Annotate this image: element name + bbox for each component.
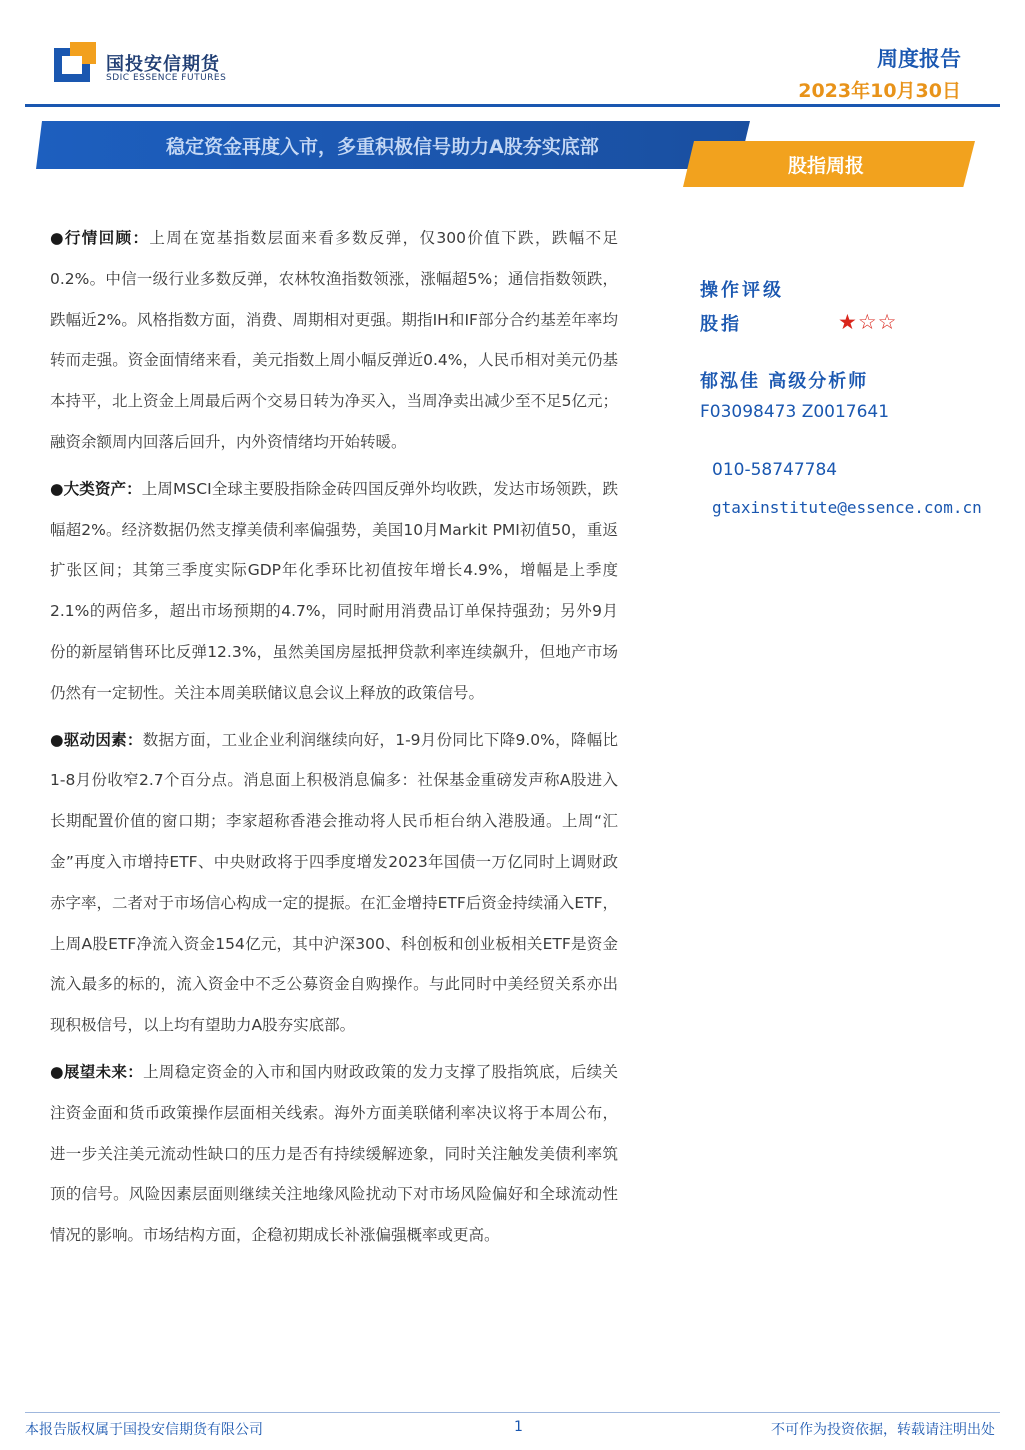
bullet-icon: ● bbox=[50, 1062, 64, 1081]
section-drivers bbox=[50, 720, 618, 1046]
company-name-cn: 国投安信期货 bbox=[106, 54, 220, 75]
analyst-email[interactable]: gtaxinstitute@essence.com.cn bbox=[712, 498, 982, 517]
rating-stars: ★☆☆ bbox=[838, 310, 898, 334]
company-name-en: SDIC ESSENCE FUTURES bbox=[106, 73, 227, 83]
section-text: 上周稳定资金的入市和国内财政政策的发力支撑了股指筑底，后续关注资金面和货币政策操作层面相关线索。海外方面美联储利率决议将于本周公布，进一步关注美元流动性缺口的压力是否有持续缓解迹象，同时关注触发美债利率筑顶的信号。风险因素层面则继续关注地缘风险扰动下对市场风险偏好和全球流动性情况的影响。市场结构方面，企稳初期成长补涨偏强概率或更高。 bbox=[50, 1062, 618, 1245]
report-title: 稳定资金再度入市，多重积极信号助力A股夯实底部 bbox=[166, 136, 599, 158]
footer-copyright: 本报告版权属于国投安信期货有限公司 bbox=[25, 1422, 263, 1438]
section-asset-classes bbox=[50, 469, 618, 714]
section-heading: 驱动因素： bbox=[63, 730, 143, 749]
report-date: 2023年10月30日 bbox=[798, 80, 961, 102]
report-tag: 股指周报 bbox=[788, 155, 865, 177]
report-body bbox=[50, 218, 618, 1262]
analyst-phone: 010-58747784 bbox=[712, 460, 838, 480]
analyst-license: F03098473 Z0017641 bbox=[700, 402, 890, 422]
section-text: 上周MSCI全球主要股指除金砖四国反弹外均收跌，发达市场领跌，跌幅超2%。经济数据仍然支撑美债利率偏强势，美国10月Markit PMI初值50，重返扩张区间；其第三季度实际GDP年化季环比初值按年增长4.9%，增幅是上季度2.1%的两倍多，超出市场预期的4.7%，同时耐用消费品订单保持强劲；另外9月份的新屋销售环比反弹12.3%，虽然美国房屋抵押贷款利率连续飙升，但地产市场仍然有一定韧性。关注本周美联储议息会议上释放的政策信号。 bbox=[50, 479, 618, 702]
footer-disclaimer: 不可作为投资依据，转载请注明出处 bbox=[771, 1422, 995, 1438]
bullet-icon: ● bbox=[50, 479, 64, 498]
section-market-review bbox=[50, 218, 618, 463]
rating-item: 股指 bbox=[700, 314, 742, 335]
footer-divider bbox=[25, 1412, 1000, 1413]
section-outlook bbox=[50, 1052, 618, 1256]
section-heading: 大类资产： bbox=[63, 479, 142, 498]
analyst-name: 郁泓佳 高级分析师 bbox=[700, 371, 869, 392]
section-heading: 行情回顾： bbox=[64, 229, 150, 247]
bullet-icon: ● bbox=[50, 730, 64, 749]
section-text: 上周在宽基指数层面来看多数反弹，仅300价值下跌，跌幅不足0.2%。中信一级行业多数反弹，农林牧渔指数领涨，涨幅超5%；通信指数领跌，跌幅近2%。风格指数方面，消费、周期相对更强。期指IH和IF部分合约基差年率均转而走强。资金面情绪来看，美元指数上周小幅反弹近0.4%，人民币相对美元仍基本持平，北上资金上周最后两个交易日转为净买入，当周净卖出减少至不足5亿元；融资余额周内回落后回升，内外资情绪均开始转暖。 bbox=[50, 229, 618, 451]
page-number: 1 bbox=[514, 1419, 523, 1435]
rating-label: 操作评级 bbox=[700, 280, 784, 301]
bullet-icon: ● bbox=[50, 229, 65, 247]
section-text: 数据方面，工业企业利润继续向好，1-9月份同比下降9.0%，降幅比1-8月份收窄2.7个百分点。消息面上积极消息偏多：社保基金重磅发声称A股进入长期配置价值的窗口期；李家超称香港会推动将人民币柜台纳入港股通。上周“汇金”再度入市增持ETF、中央财政将于四季度增发2023年国债一万亿同时上调财政赤字率，二者对于市场信心构成一定的提振。在汇金增持ETF后资金持续涌入ETF，上周A股ETF净流入资金154亿元，其中沪深300、科创板和创业板相关ETF是资金流入最多的标的，流入资金中不乏公募资金自购操作。与此同时中美经贸关系亦出现积极信号，以上均有望助力A股夯实底部。 bbox=[50, 730, 618, 1035]
section-heading: 展望未来： bbox=[63, 1062, 144, 1081]
header-divider bbox=[25, 104, 1000, 107]
company-logo bbox=[54, 42, 98, 82]
report-type: 周度报告 bbox=[877, 47, 961, 71]
